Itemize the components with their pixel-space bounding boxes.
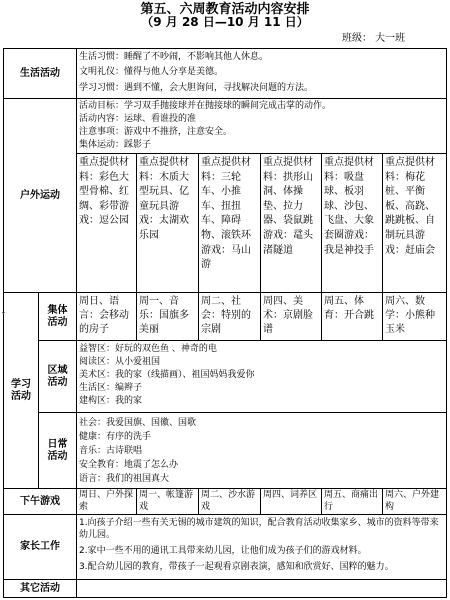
group-activity-cell: 周五、体育：开合跳 — [324, 296, 374, 321]
scroll-indicator-icon[interactable]: ⌄ — [0, 307, 7, 316]
life-activity-label: 生活活动 — [20, 67, 60, 79]
group-activity-cell: 周日、语言：会移动的房子 — [79, 296, 129, 335]
daily-activity-line: 健康：有序的洗手 — [79, 432, 152, 442]
afternoon-game-cell: 周一、帐篷游戏 — [139, 490, 194, 512]
parent-work-line: 2.家中一些不用的通讯工具带来幼儿园，让他们成为孩子们的游戏材料。 — [79, 546, 367, 556]
parent-work-line: 1.向孩子介绍一些有关无锡的城市建筑的知识，配合教育活动收集家乡、城市的资料等带来幼儿园。 — [79, 518, 439, 540]
group-activity-label: 集体活动 — [47, 304, 68, 328]
group-activity-cell: 周六、数学：小熊种玉米 — [385, 296, 435, 335]
afternoon-game-cell: 周日、户外探索 — [79, 490, 134, 512]
area-activity-label: 区域活动 — [47, 364, 68, 388]
outdoor-material-cell: 重点提供材料：梅花桩、平衡板、高跷、跳跳板、自制玩具游戏：赶庙会 — [385, 157, 435, 256]
study-activity-label: 学习活动 — [11, 378, 31, 402]
other-activity-label: 其它活动 — [20, 582, 60, 594]
area-activity-line: 美术区：我的家（线描画）、祖国妈妈我爱你 — [79, 370, 255, 380]
area-activity-line: 阅读区：从小爱祖国 — [79, 357, 161, 367]
afternoon-game-cell: 周五、商痛出行 — [324, 490, 379, 512]
life-line: 学习习惯：遇到不懂，会大胆询问，寻找解决问题的方法。 — [79, 83, 314, 93]
outdoor-material-cell: 重点提供材料：木质大型玩具、亿童玩具游戏：太湖欢乐园 — [139, 157, 189, 241]
outdoor-material-cell: 重点提供材料：彩色大型骨棉、红绸、彩带游戏：逗公园 — [79, 157, 129, 227]
afternoon-game-cell: 周六、户外建构 — [385, 490, 440, 512]
daily-activity-line: 社会：我爱国旗、国徽、国歌 — [79, 418, 197, 428]
afternoon-game-cell: 周四、词养区 — [263, 490, 318, 500]
outdoor-line: 注意事项：游戏中不推挤，注意安全。 — [79, 127, 233, 137]
daily-activity-line: 语言：我们的祖国真大 — [79, 474, 170, 484]
outdoor-line: 活动内容：运球、看谁投的准 — [79, 114, 197, 124]
area-activity-line: 建构区：我的家 — [79, 396, 143, 406]
page-title: 第五、六周教育活动内容安排 — [140, 2, 310, 17]
outdoor-material-cell: 重点提供材料：三轮车、小推车、扭扭车、障碍物、滚铁环游戏：马山游 — [201, 157, 251, 271]
daily-activity-line: 音乐：古诗联唱 — [79, 446, 143, 456]
afternoon-game-cell: 周二、沙水游戏 — [201, 490, 256, 512]
group-activity-cell: 周二、社会：特别的宗剧 — [201, 296, 251, 335]
group-activity-cell: 周一、音乐：国旗多美丽 — [139, 296, 189, 335]
parent-work-label: 家长工作 — [20, 541, 60, 552]
outdoor-line: 集体运动：踩影子 — [79, 140, 152, 150]
outdoor-activity-label: 户外运动 — [20, 189, 60, 201]
parent-work-line: 3.配合幼儿园的教育，带孩子一起观看京剧表演，感知和欣赏好、国粹的魅力。 — [79, 562, 394, 572]
class-label: 班级： 大一班 — [342, 33, 406, 44]
page-subtitle: （9 月 28 日—10 月 11 日） — [141, 15, 309, 29]
outdoor-material-cell: 重点提供材料：吸盘球、板羽球、沙包、飞盘、大象套圈游戏：我是神投手 — [324, 157, 374, 256]
area-activity-line: 生活区：编辫子 — [79, 383, 143, 393]
daily-activity-line: 安全教育：地震了怎么办 — [79, 460, 179, 470]
outdoor-line: 活动目标：学习双手抛接球并在抛接球的瞬间完成击掌的动作。 — [79, 101, 332, 111]
afternoon-game-label: 下午游戏 — [20, 495, 60, 507]
life-line: 文明礼仪：懂得与他人分享是美德。 — [79, 67, 224, 77]
group-activity-cell: 周四、美术：京剧脸谱 — [263, 296, 313, 335]
outdoor-material-cell: 重点提供材料：拱形山洞、体操垫、拉力器、袋鼠跳游戏：鼋头渚隧道 — [263, 157, 313, 256]
daily-activity-label: 日常活动 — [47, 438, 68, 462]
life-line: 生活习惯：睡醒了不吵闹，不影响其他人休息。 — [79, 52, 269, 62]
area-activity-line: 益智区：好玩的双色鱼 、神奇的电 — [79, 344, 217, 354]
